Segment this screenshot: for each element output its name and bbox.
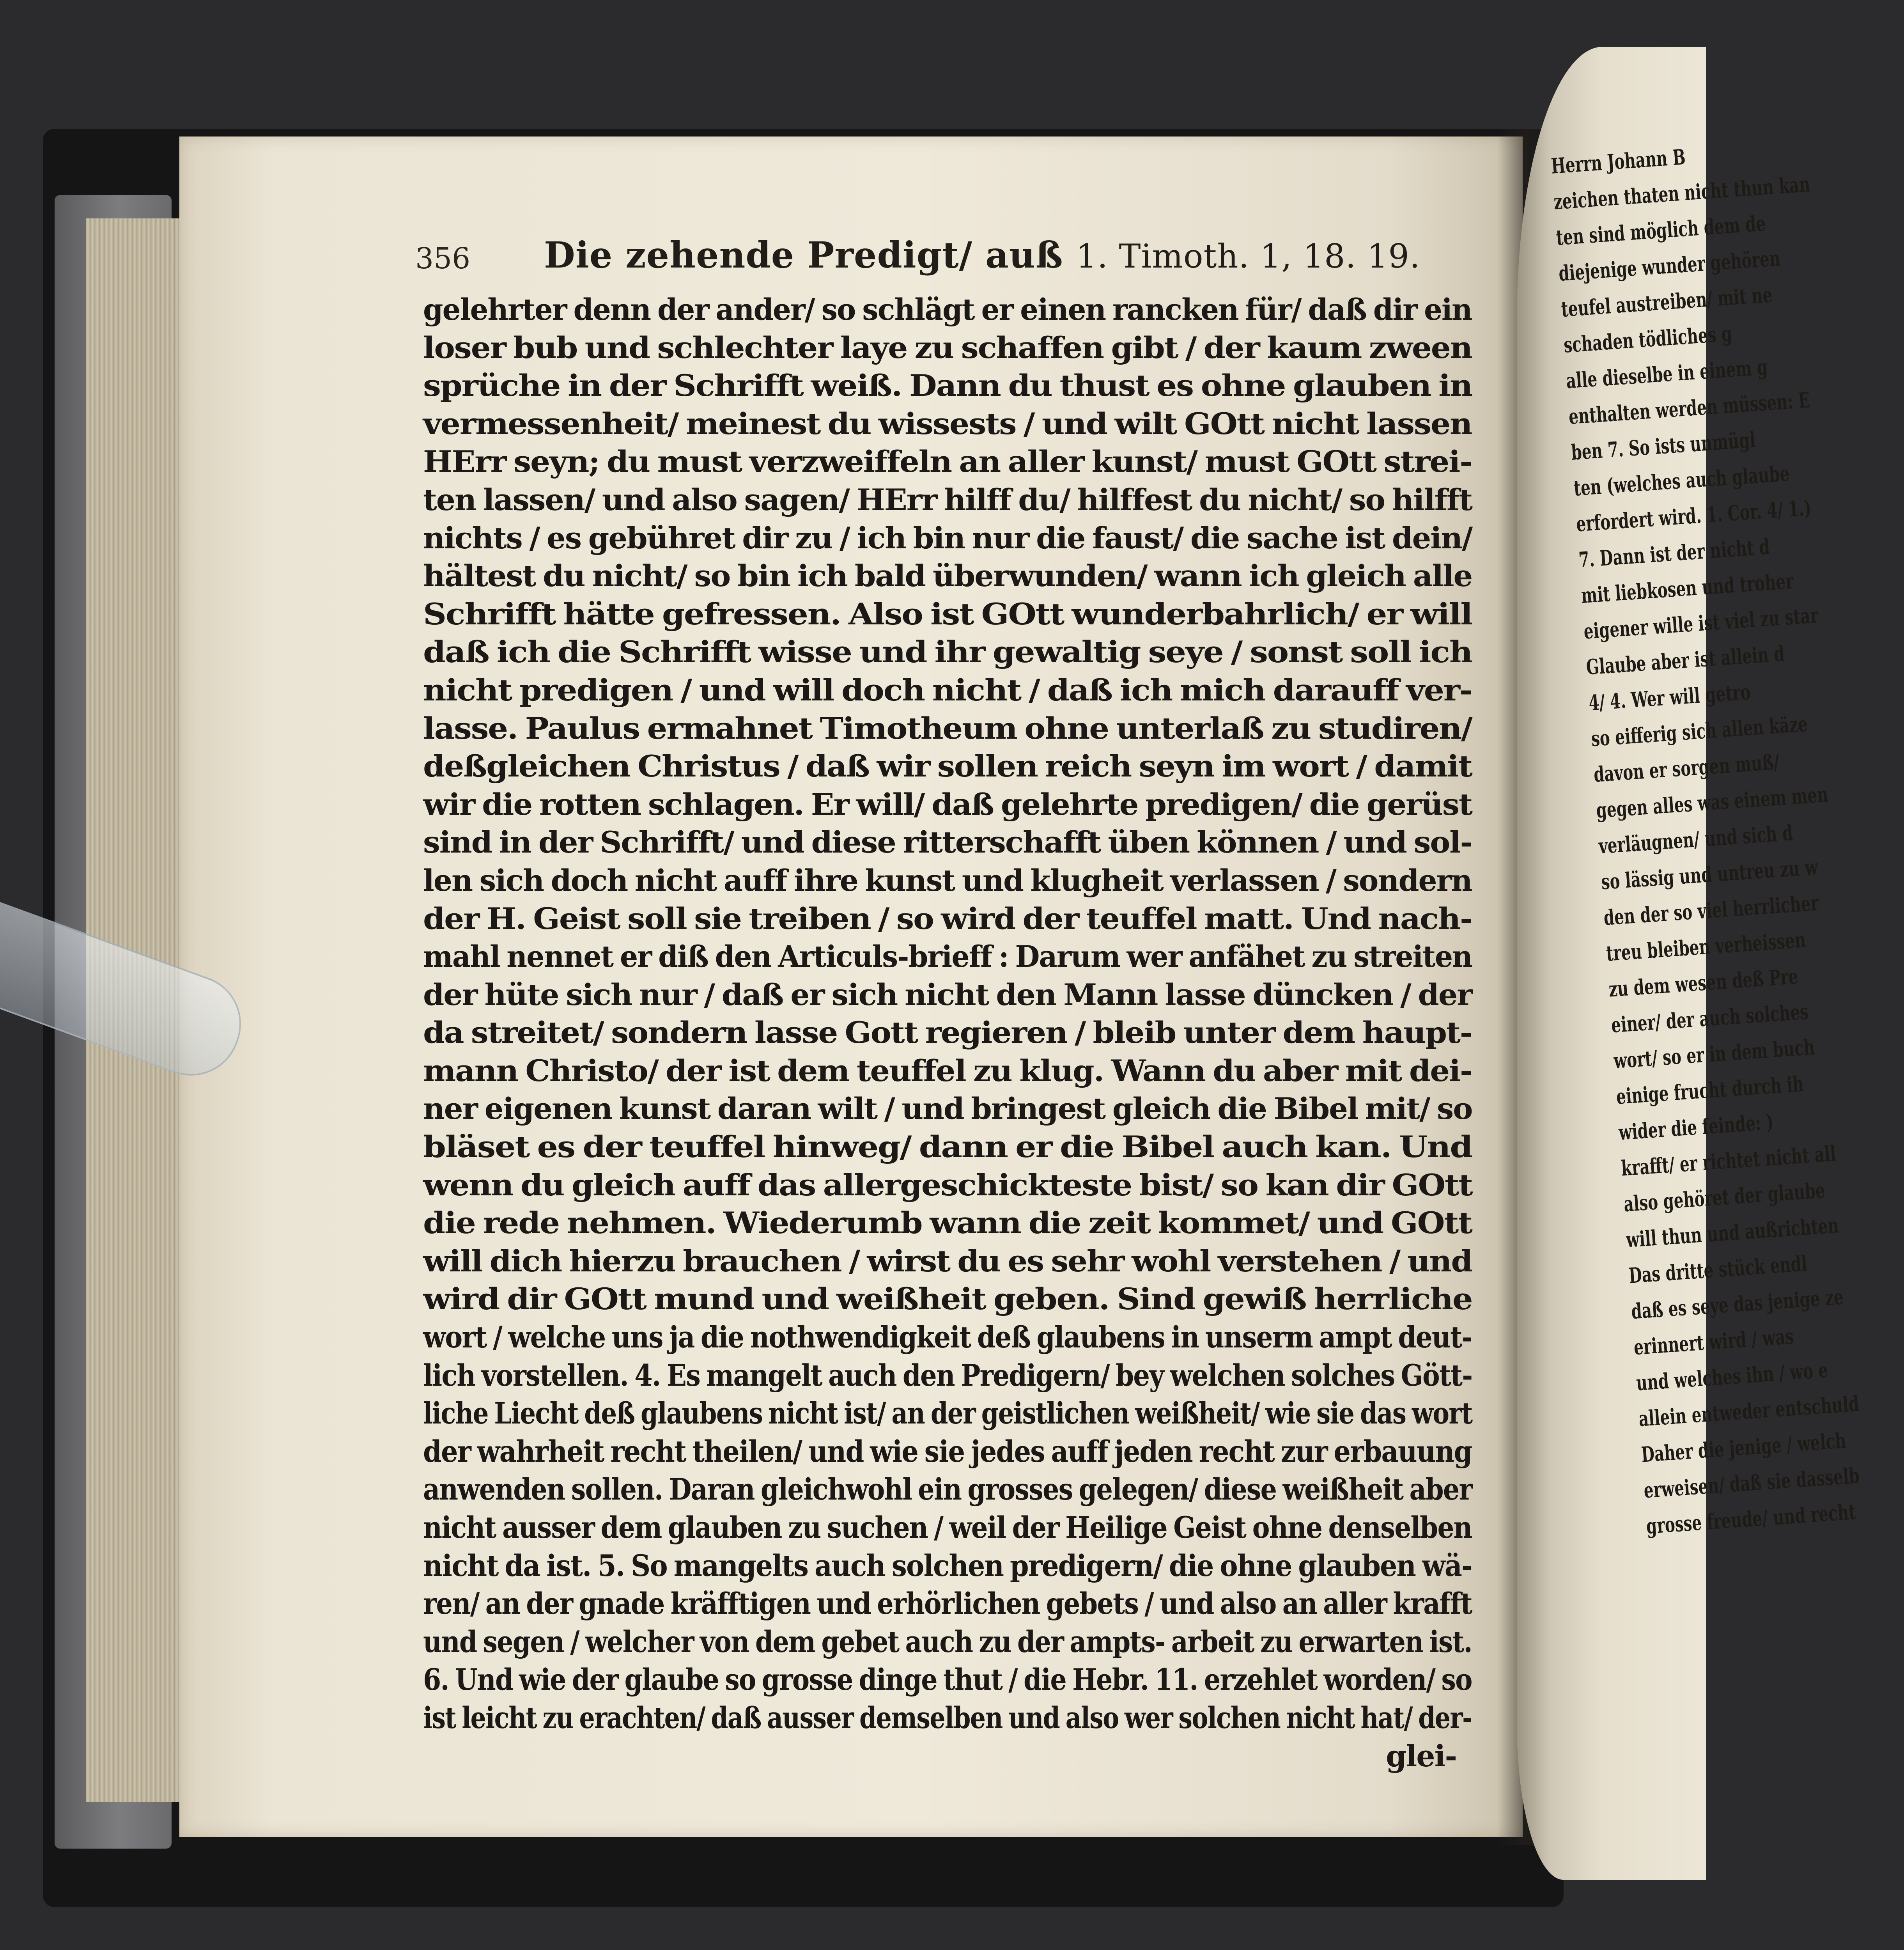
facing-page-line: enthalten werden müssen: E	[1567, 387, 1811, 429]
text-line: bläset es der teuffel hinweg/ dann er die Bibel auch kan. Und	[423, 1129, 1472, 1165]
facing-page-line: so eifferig sich allen käze	[1590, 711, 1808, 752]
facing-page-line: einige frucht durch ih	[1615, 1071, 1805, 1109]
text-line: sind in der Schrifft/ und diese ritterschafft üben können / und sol-	[423, 825, 1472, 860]
text-line: der H. Geist soll sie treiben / so wird der teuffel matt. Und nach-	[423, 901, 1472, 936]
facing-page-line: teufel austreiben/ mit ne	[1560, 282, 1773, 322]
text-line: ist leicht zu erachten/ daß ausser demselben und also wer solchen nicht hat/ der-	[423, 1700, 1472, 1735]
facing-page-line: ben 7. So ists unmügl	[1570, 427, 1756, 465]
running-head	[544, 234, 1420, 276]
text-line: nicht predigen / und will doch nicht / daß ich mich darauff ver-	[423, 672, 1472, 707]
facing-page-line: so lässig und untreu zu w	[1600, 854, 1819, 895]
facing-page-line: ten sind möglich dem de	[1555, 210, 1766, 250]
text-line: nichts / es gebühret dir zu / ich bin nur die faust/ die sache ist dein/	[423, 520, 1472, 555]
text-line: der wahrheit recht theilen/ und wie sie jedes auff jeden recht zur erbauung	[423, 1434, 1472, 1469]
text-line: sprüche in der Schrifft weiß. Dann du thust es ohne glauben in	[423, 368, 1472, 403]
facing-page-line: grosse freude/ und recht	[1645, 1499, 1856, 1539]
facing-page-line: einer/ der auch solches	[1610, 999, 1810, 1038]
text-line: 6. Und wie der glaube so grosse dinge thut / die Hebr. 11. erzehlet worden/ so	[423, 1662, 1472, 1697]
text-line: nicht da ist. 5. So mangelts auch solchen predigern/ die ohne glauben wä-	[423, 1548, 1472, 1583]
facing-page-line: gegen alles was einem men	[1595, 782, 1829, 823]
text-line: nicht ausser dem glauben zu suchen / weil der Heilige Geist ohne denselben	[423, 1510, 1472, 1545]
text-line: wort / welche uns ja die nothwendigkeit deß glaubens in unserm ampt deut-	[423, 1320, 1472, 1355]
text-line: HErr seyn; du must verzweiffeln an aller kunst/ must GOtt strei-	[423, 444, 1472, 479]
text-line: und segen / welcher von dem gebet auch zu der ampts- arbeit zu erwarten ist.	[423, 1624, 1472, 1659]
bible-reference: 1. Timoth. 1, 18. 19.	[1076, 237, 1420, 275]
facing-page-line: 7. Dann ist der nicht d	[1578, 534, 1771, 573]
facing-page-line: zeichen thaten nicht thun kan	[1553, 171, 1811, 214]
facing-page-line: will thun und außrichten	[1625, 1213, 1840, 1253]
text-line: wenn du gleich auff das allergeschickteste bist/ so kan dir GOtt	[423, 1167, 1472, 1202]
text-line: lasse. Paulus ermahnet Timotheum ohne unterlaß zu studiren/	[423, 711, 1472, 746]
running-head-title: Die zehende Predigt/ auß	[544, 234, 1063, 276]
text-line: hältest du nicht/ so bin ich bald überwunden/ wann ich gleich alle	[423, 558, 1472, 594]
facing-page-line: eigener wille ist viel zu star	[1583, 603, 1819, 644]
facing-page-line: alle dieselbe in einem g	[1565, 354, 1769, 394]
text-line: wird dir GOtt mund und weißheit geben. Sind gewiß herrliche	[423, 1282, 1472, 1317]
page-header	[415, 234, 1420, 292]
text-line: ten lassen/ und also sagen/ HErr hilff du/ hilffest du nicht/ so hilfft	[423, 482, 1472, 517]
facing-page-line: wider die feinde: )	[1618, 1109, 1774, 1145]
facing-page-line: allein entweder entschuld	[1638, 1391, 1860, 1431]
facing-page-line: den der so viel herrlicher	[1603, 890, 1819, 931]
text-line: Schrifft hätte gefressen. Also ist GOtt wunderbahrlich/ er will	[423, 596, 1472, 631]
text-line: liche Liecht deß glaubens nicht ist/ an der geistlichen weißheit/ wie sie das wort	[423, 1396, 1472, 1431]
facing-page-line: also gehöret der glaube	[1623, 1177, 1826, 1217]
body-text	[423, 291, 1472, 1775]
facing-page-line: wort/ so er in dem buch	[1613, 1034, 1815, 1074]
facing-page-line: ten (welches auch glaube	[1573, 461, 1791, 501]
text-line: mann Christo/ der ist dem teuffel zu klug. Wann du aber mit dei-	[423, 1053, 1472, 1088]
facing-page-line: treu bleiben verheissen	[1605, 927, 1807, 966]
facing-page-line: erweisen/ daß sie dasselb	[1643, 1463, 1860, 1503]
facing-page-line: erinnert wird / was	[1633, 1323, 1795, 1360]
facing-page-line: mit liebkosen und troher	[1580, 568, 1794, 608]
facing-page-line: verläugnen/ und sich d	[1598, 820, 1794, 859]
text-line: len sich doch nicht auff ihre kunst und klugheit verlassen / sondern	[423, 863, 1472, 898]
text-line: deßgleichen Christus / daß wir sollen reich seyn im wort / damit	[423, 749, 1472, 784]
facing-page-line: erfordert wird. 1. Cor. 4/ 1.)	[1575, 495, 1812, 537]
text-line: die rede nehmen. Wiederumb wann die zeit kommet/ und GOtt	[423, 1205, 1472, 1241]
catchword: glei-	[1386, 1738, 1456, 1773]
text-line: anwenden sollen. Daran gleichwohl ein grosses gelegen/ diese weißheit aber	[423, 1472, 1472, 1507]
text-line: wir die rotten schlagen. Er will/ daß gelehrte predigen/ die gerüst	[423, 787, 1472, 822]
text-line: loser bub und schlechter laye zu schaffen gibt / der kaum zween	[423, 330, 1472, 365]
facing-page-line: 4/ 4. Wer will getro	[1588, 679, 1752, 716]
text-line: der hüte sich nur / daß er sich nicht den Mann lasse düncken / der	[423, 977, 1472, 1012]
facing-page-line: schaden tödliches g	[1563, 321, 1733, 358]
facing-page-line: davon er sorgen muß/	[1593, 749, 1780, 787]
facing-page-line: Glaube aber ist allein d	[1585, 641, 1785, 680]
text-line: mahl nennet er diß den Articuls-brieff : Darum wer anfähet zu streiten	[423, 939, 1472, 974]
text-line: daß ich die Schrifft wisse und ihr gewaltig seye / sonst soll ich	[423, 635, 1472, 670]
facing-page-line: Herrn Johann B	[1550, 144, 1686, 179]
facing-page-line: diejenige wunder gehören	[1558, 245, 1781, 286]
text-line: ren/ an der gnade kräfftigen und erhörlichen gebets / und also an aller krafft	[423, 1586, 1472, 1621]
text-line: lich vorstellen. 4. Es mangelt auch den Predigern/ bey welchen solches Gött-	[423, 1358, 1472, 1393]
facing-page-line: krafft/ er richtet nicht all	[1620, 1141, 1837, 1181]
facing-page-line: und welches ihn / wo e	[1635, 1357, 1829, 1396]
text-line: gelehrter denn der ander/ so schlägt er einen rancken für/ daß dir ein	[423, 292, 1472, 327]
facing-page-line: Daher die jenige / welch	[1640, 1428, 1847, 1467]
text-line: ner eigenen kunst daran wilt / und bringest gleich die Bibel mit/ so	[423, 1091, 1472, 1126]
facing-page-line: daß es seye das jenige ze	[1630, 1284, 1844, 1324]
facing-page-line: Das dritte stück endl	[1628, 1251, 1808, 1288]
text-line: da streitet/ sondern lasse Gott regieren / bleib unter dem haupt-	[423, 1015, 1472, 1050]
facing-page-line: zu dem wesen deß Pre	[1608, 963, 1799, 1002]
text-line: vermessenheit/ meinest du wissests / und wilt GOtt nicht lassen	[423, 406, 1472, 441]
page-number: 356	[415, 242, 471, 275]
text-line: will dich hierzu brauchen / wirst du es sehr wohl verstehen / und	[423, 1243, 1472, 1278]
